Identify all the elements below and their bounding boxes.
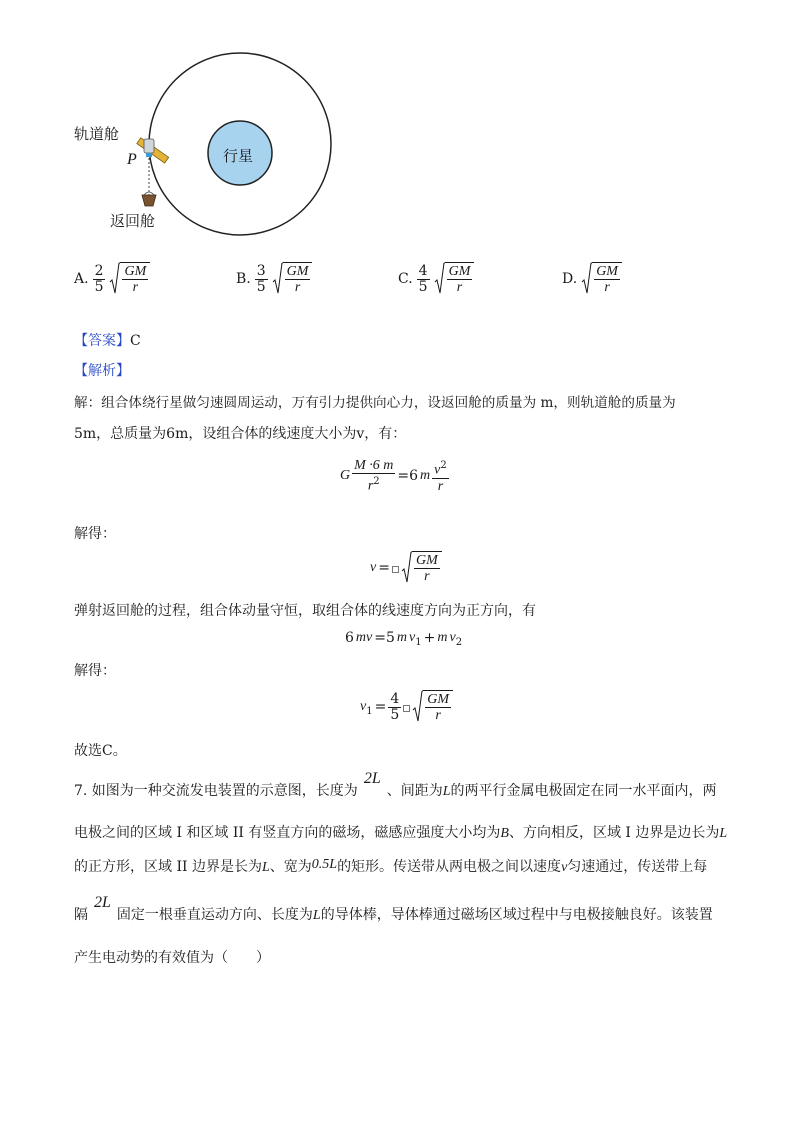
placeholder-box xyxy=(392,566,399,573)
option-a[interactable] xyxy=(74,262,150,296)
option-label: C. xyxy=(398,271,413,287)
sqrt-expression: $\frac{GM}{r}$ xyxy=(581,262,622,296)
option-label: A. xyxy=(74,271,89,287)
q7-line-4: 隔2L固定一根垂直运动方向、长度为L的导体棒，导体棒通过磁场区域过程中与电极接触良好。该装置 xyxy=(74,894,713,923)
placeholder-box xyxy=(403,705,410,712)
orbital-capsule-label: 轨道舱 xyxy=(74,125,120,143)
analysis-tag: 【解析】 xyxy=(74,363,130,379)
conclusion-line: 故选C。 xyxy=(74,743,127,759)
orbital-capsule-icon xyxy=(137,138,169,163)
option-label: B. xyxy=(236,271,251,287)
analysis-line xyxy=(74,360,130,380)
q7-line-3: 的正方形，区域 II 边界是长为L、宽为0.5L的矩形。传送带从两电极之间以速度v匀速通过，传送带上每 xyxy=(74,857,708,875)
sqrt-expression: $\frac{GM}{r}$ xyxy=(434,262,475,296)
option-d[interactable] xyxy=(562,262,622,296)
orbit-diagram xyxy=(60,40,350,260)
sqrt-expression: $\frac{GM}{r}$ xyxy=(272,262,313,296)
equation-velocity: v = $\frac{GM}{r}$ xyxy=(370,551,442,585)
solution-line-3: 弹射返回舱的过程，组合体动量守恒，取组合体的线速度方向为正方向，有 xyxy=(74,603,536,619)
return-capsule-label: 返回舱 xyxy=(110,212,156,230)
solution-line-1: 解：组合体绕行星做匀速圆周运动，万有引力提供向心力，设返回舱的质量为 m，则轨道舱的质量为 xyxy=(74,395,676,411)
solution-line-2: 5m，总质量为6m，设组合体的线速度大小为v，有： xyxy=(74,426,407,442)
q7-line-2: 电极之间的区域 I 和区域 II 有竖直方向的磁场，磁感应强度大小均为B、方向相反，区域 I 边界是边长为L xyxy=(74,825,728,841)
q7-line-1: 7. 如图为一种交流发电装置的示意图，长度为2L、间距为L的两平行金属电极固定在同一水平面内，两 xyxy=(74,770,717,799)
equation-gravitation: G $\frac{M \cdot 6 m}{r^2}$ =6 m $\frac{v^2}{r}$ xyxy=(340,458,447,494)
solve-line-1: 解得： xyxy=(74,526,116,542)
answer-tag: 【答案】 xyxy=(74,333,130,349)
equation-momentum: 6 mv =5 m $v_1$ + m $v_2$ xyxy=(345,630,463,648)
point-p-label: P xyxy=(127,151,137,168)
solve-line-2: 解得： xyxy=(74,663,116,679)
option-b[interactable] xyxy=(236,262,312,296)
option-label: D. xyxy=(562,271,578,287)
answer-value: C xyxy=(130,333,141,349)
equation-v1: $v_1$ = $\frac{4}{5}$ $\frac{GM}{r}$ xyxy=(360,690,453,724)
option-fraction: $\frac{4}{5}$ xyxy=(418,262,428,295)
option-fraction: $\frac{2}{5}$ xyxy=(94,262,104,295)
q7-line-5: 产生电动势的有效值为（ ） xyxy=(74,950,270,966)
sqrt-expression: $\frac{GM}{r}$ xyxy=(109,262,150,296)
option-c[interactable] xyxy=(398,262,474,296)
planet-label: 行星 xyxy=(223,147,254,165)
answer-line xyxy=(74,330,141,350)
option-fraction: $\frac{3}{5}$ xyxy=(256,262,266,295)
